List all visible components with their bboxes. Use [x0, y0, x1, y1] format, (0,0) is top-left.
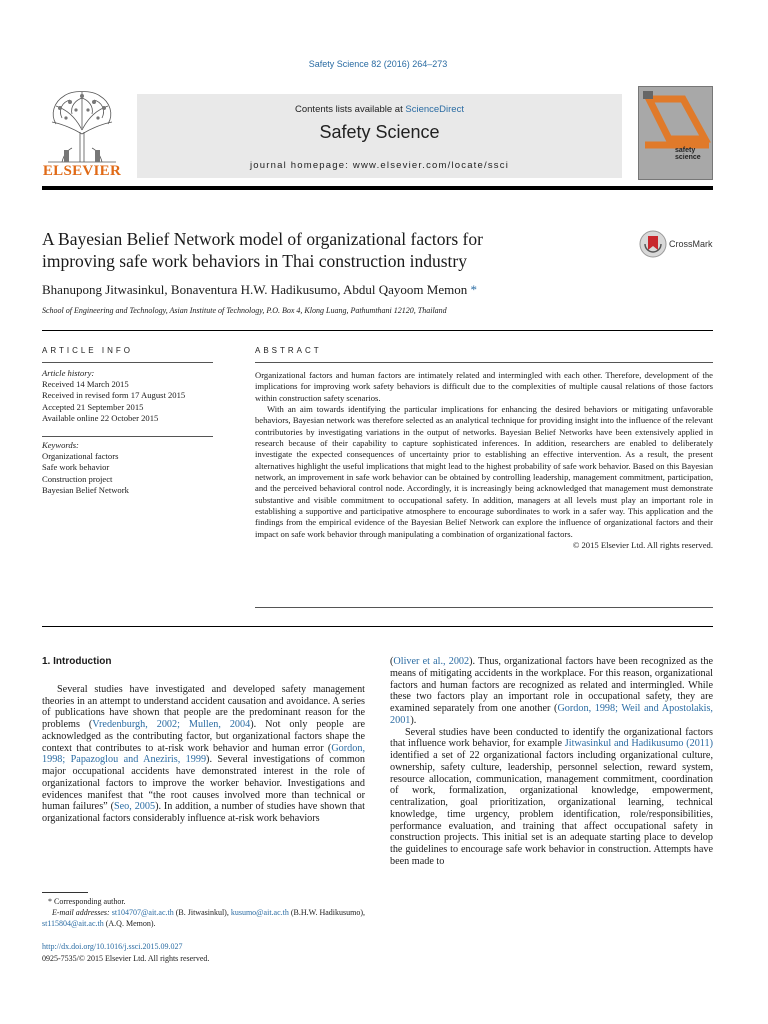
journal-title: Safety Science — [319, 122, 440, 142]
intro-text: ). Thus, organizational factors have been recognized as the means of mitigating accidents in the workplace. For this reason, organizational factors and human factors are recognized as related and intermingled. While these two factors play an important role in occupational safety, they are examined separately from one another ( — [390, 656, 713, 714]
corresponding-author-mark[interactable]: * — [470, 282, 477, 297]
contents-available-line — [137, 104, 622, 115]
doi-link[interactable]: http://dx.doi.org/10.1016/j.ssci.2015.09.027 — [42, 942, 183, 951]
cover-title-text — [675, 147, 701, 161]
reference-link[interactable]: Seo, 2005 — [113, 801, 156, 813]
intro-paragraph-1 — [42, 684, 365, 825]
title-divider — [42, 330, 713, 331]
intro-paragraph-2 — [390, 727, 713, 868]
email-owner: (B.H.W. Hadikusumo), — [290, 908, 366, 917]
author-affiliation: School of Engineering and Technology, Asian Institute of Technology, P.O. Box 4, Klong Luang, Pathumthani 12120, Thailand — [42, 306, 447, 315]
contents-prefix: Contents lists available at — [295, 104, 406, 115]
article-history — [42, 368, 217, 424]
doi-block — [42, 941, 209, 964]
email-label: E-mail addresses: — [52, 908, 110, 917]
crossmark-icon — [639, 230, 667, 258]
keyword-item: Bayesian Belief Network — [42, 484, 129, 495]
keyword-item: Organizational factors — [42, 451, 119, 462]
introduction-heading: 1. Introduction — [42, 656, 112, 667]
article-info-divider — [42, 362, 213, 363]
footnote-emails — [42, 907, 372, 929]
reference-link[interactable]: Oliver et al., 2002 — [393, 656, 470, 667]
body-column-right — [390, 656, 713, 868]
header-divider — [42, 186, 713, 190]
history-accepted: Accepted 21 September 2015 — [42, 401, 144, 412]
history-label: Article history: — [42, 368, 95, 378]
intro-text: ). — [410, 714, 417, 726]
keyword-item: Construction project — [42, 473, 113, 484]
author-list — [42, 282, 477, 298]
cover-text-line1: safety — [675, 147, 696, 154]
keyword-list — [42, 440, 217, 496]
history-received: Received 14 March 2015 — [42, 379, 129, 390]
email-link[interactable]: st104707@ait.ac.th — [111, 908, 174, 917]
abstract-paragraph-2: With an aim towards identifying the particular implications for enhancing the desired behaviors or mitigating unfavorable behaviors, Bayesian network was therefore selected as an analytical technique for providing insight into the influence of the relevant contributories by investigating variations in the output of networks. Bayesian Belief Networks have been extensively applied in research because of their capability to capture sophisticated inferences. In addition, researchers are enabled to deliberately investigate the expected consequences of uncertainty prior to establishing an effective intervention. As a result, the present alternatives highlight the useful implications that might lead to the highest probability of safe work behavior. Based on this Bayesian network, an improvement in safe work behavior can be obtained by controlling leadership, management commitment, participation, and the perceived behavioral control node. Accordingly, it is increasingly being acknowledged that management must demonstrate substantive and visible commitment to occupational safety. In addition, managers at all levels must play an important role in establishing a supportive and participative atmosphere to encourage subordinates to work in a safer way. This application and the findings from the empirical evidence of the Bayesian Belief Network can explore the influence of organizational factors and their impact on safe work behavior through manipulating a combination of organizational factors. — [255, 404, 713, 539]
keywords-divider — [42, 436, 213, 437]
paper-title — [42, 228, 602, 272]
intro-text: Several studies have been conducted to identify the organizational factors that influence work behavior, for example — [390, 726, 713, 750]
email-owner: (B. Jitwasinkul), — [175, 908, 229, 917]
intro-text: ). Not only people are acknowledged as the contributing factor, but organizational factors shape the context that contributes to at-risk work behavior and human error ( — [42, 719, 365, 754]
authors-names: Bhanupong Jitwasinkul, Bonaventura H.W. Hadikusumo, Abdul Qayoom Memon — [42, 282, 468, 297]
journal-homepage[interactable]: journal homepage: www.elsevier.com/locate/ssci — [249, 160, 510, 171]
intro-text: ). In addition, a number of studies have shown that organizational factors considerably influence at-risk work behaviors — [42, 801, 365, 824]
reference-link[interactable]: Gordon, 1998; Weil and Apostolakis, 2001 — [390, 703, 713, 726]
journal-citation-link[interactable]: Safety Science 82 (2016) 264–273 — [308, 59, 448, 69]
abstract-body — [255, 370, 713, 552]
email-owner: (A.Q. Memon). — [105, 919, 156, 928]
reference-link[interactable]: Jitwasinkul and Hadikusumo (2011) — [564, 738, 713, 750]
abstract-heading: ABSTRACT — [255, 346, 322, 355]
paper-title-line2: improving safe work behaviors in Thai construction industry — [42, 251, 467, 271]
journal-banner — [137, 94, 622, 178]
intro-text: ). Several investigations of common major occupational accidents have demonstrated interest in the role of organizational factors to improve the worker behavior. Investigations and evidences manifest that “the root causes involved more than technical or human failures” ( — [42, 754, 365, 813]
elsevier-wordmark: ELSEVIER — [42, 163, 122, 179]
abstract-paragraph-1: Organizational factors and human factors are intimately related and intermingled with each other. Therefore, development of the implications for improving work safety behaviors is difficult due to the complexities of multiple causal relations of those factors within construction safety scenarios. — [255, 370, 713, 403]
email-link[interactable]: kusumo@ait.ac.th — [230, 908, 289, 917]
sciencedirect-link[interactable]: ScienceDirect — [405, 104, 464, 115]
footnote-divider — [42, 892, 88, 893]
cover-graphic — [639, 87, 713, 180]
crossmark-badge[interactable] — [639, 230, 719, 258]
reference-link[interactable]: Vredenburgh, 2002; Mullen, 2004 — [92, 719, 251, 730]
intro-text: Several studies have investigated and developed safety management theories in an attempt to understand accident causation and avoidance. A series of publications have shown that people are the predominant reason for the problems ( — [42, 683, 365, 730]
front-matter-divider — [42, 626, 713, 627]
issn-line: 0925-7535/© 2015 Elsevier Ltd. All rights reserved. — [42, 953, 210, 963]
footnote-corresponding-text: Corresponding author. — [54, 897, 126, 906]
footnote-corresponding: * Corresponding author. — [42, 897, 126, 906]
crossmark-label: CrossMark — [669, 239, 713, 249]
reference-link[interactable]: Gordon, 1998; Papazoglou and Aneziris, 1999 — [42, 742, 365, 766]
intro-text: identified a set of 22 organizational factors including organizational culture, ownership, safety culture, leadership, personnel selection, reward system, resource allocation, communication, management commitment, coordination of work, formalization, organizational knowledge, empowerment, centralization, goal prioritization, organizational learning, technical knowledge, time urgency, problem identification, role/responsibilities, performance evaluation, and training that affect occupational safety in construction projects. This initial set is an adequate starting place to develop the guidelines to encourage safe work behavior in construction. Attempts have been made to — [390, 750, 713, 867]
abstract-divider-bottom — [255, 607, 713, 608]
abstract-divider-top — [255, 362, 713, 363]
intro-paragraph-1-cont: (Oliver et al., 2002). Thus, organizational factors have been recognized as the means of mitigating accidents in the workplace. For this reason, organizational factors and human factors are recognized as related and intermingled. While these two factors play an important role in occupational safety, they are examined separately from one another (Gordon, 1998; Weil and Apostolakis, 2001). — [390, 656, 713, 726]
keywords-label: Keywords: — [42, 440, 79, 450]
history-online: Available online 22 October 2015 — [42, 412, 159, 423]
corresponding-author-footnote — [42, 896, 372, 929]
journal-cover-image — [638, 86, 713, 180]
cover-text-line2: science — [675, 154, 701, 161]
keyword-item: Safe work behavior — [42, 462, 110, 473]
body-column-left — [42, 656, 365, 825]
abstract-copyright: © 2015 Elsevier Ltd. All rights reserved. — [572, 540, 713, 551]
history-revised: Received in revised form 17 August 2015 — [42, 390, 186, 401]
paper-title-line1: A Bayesian Belief Network model of organizational factors for — [42, 229, 483, 249]
email-link[interactable]: st115804@ait.ac.th — [42, 919, 104, 928]
article-info-heading: ARTICLE INFO — [42, 346, 133, 355]
journal-header — [42, 84, 713, 188]
